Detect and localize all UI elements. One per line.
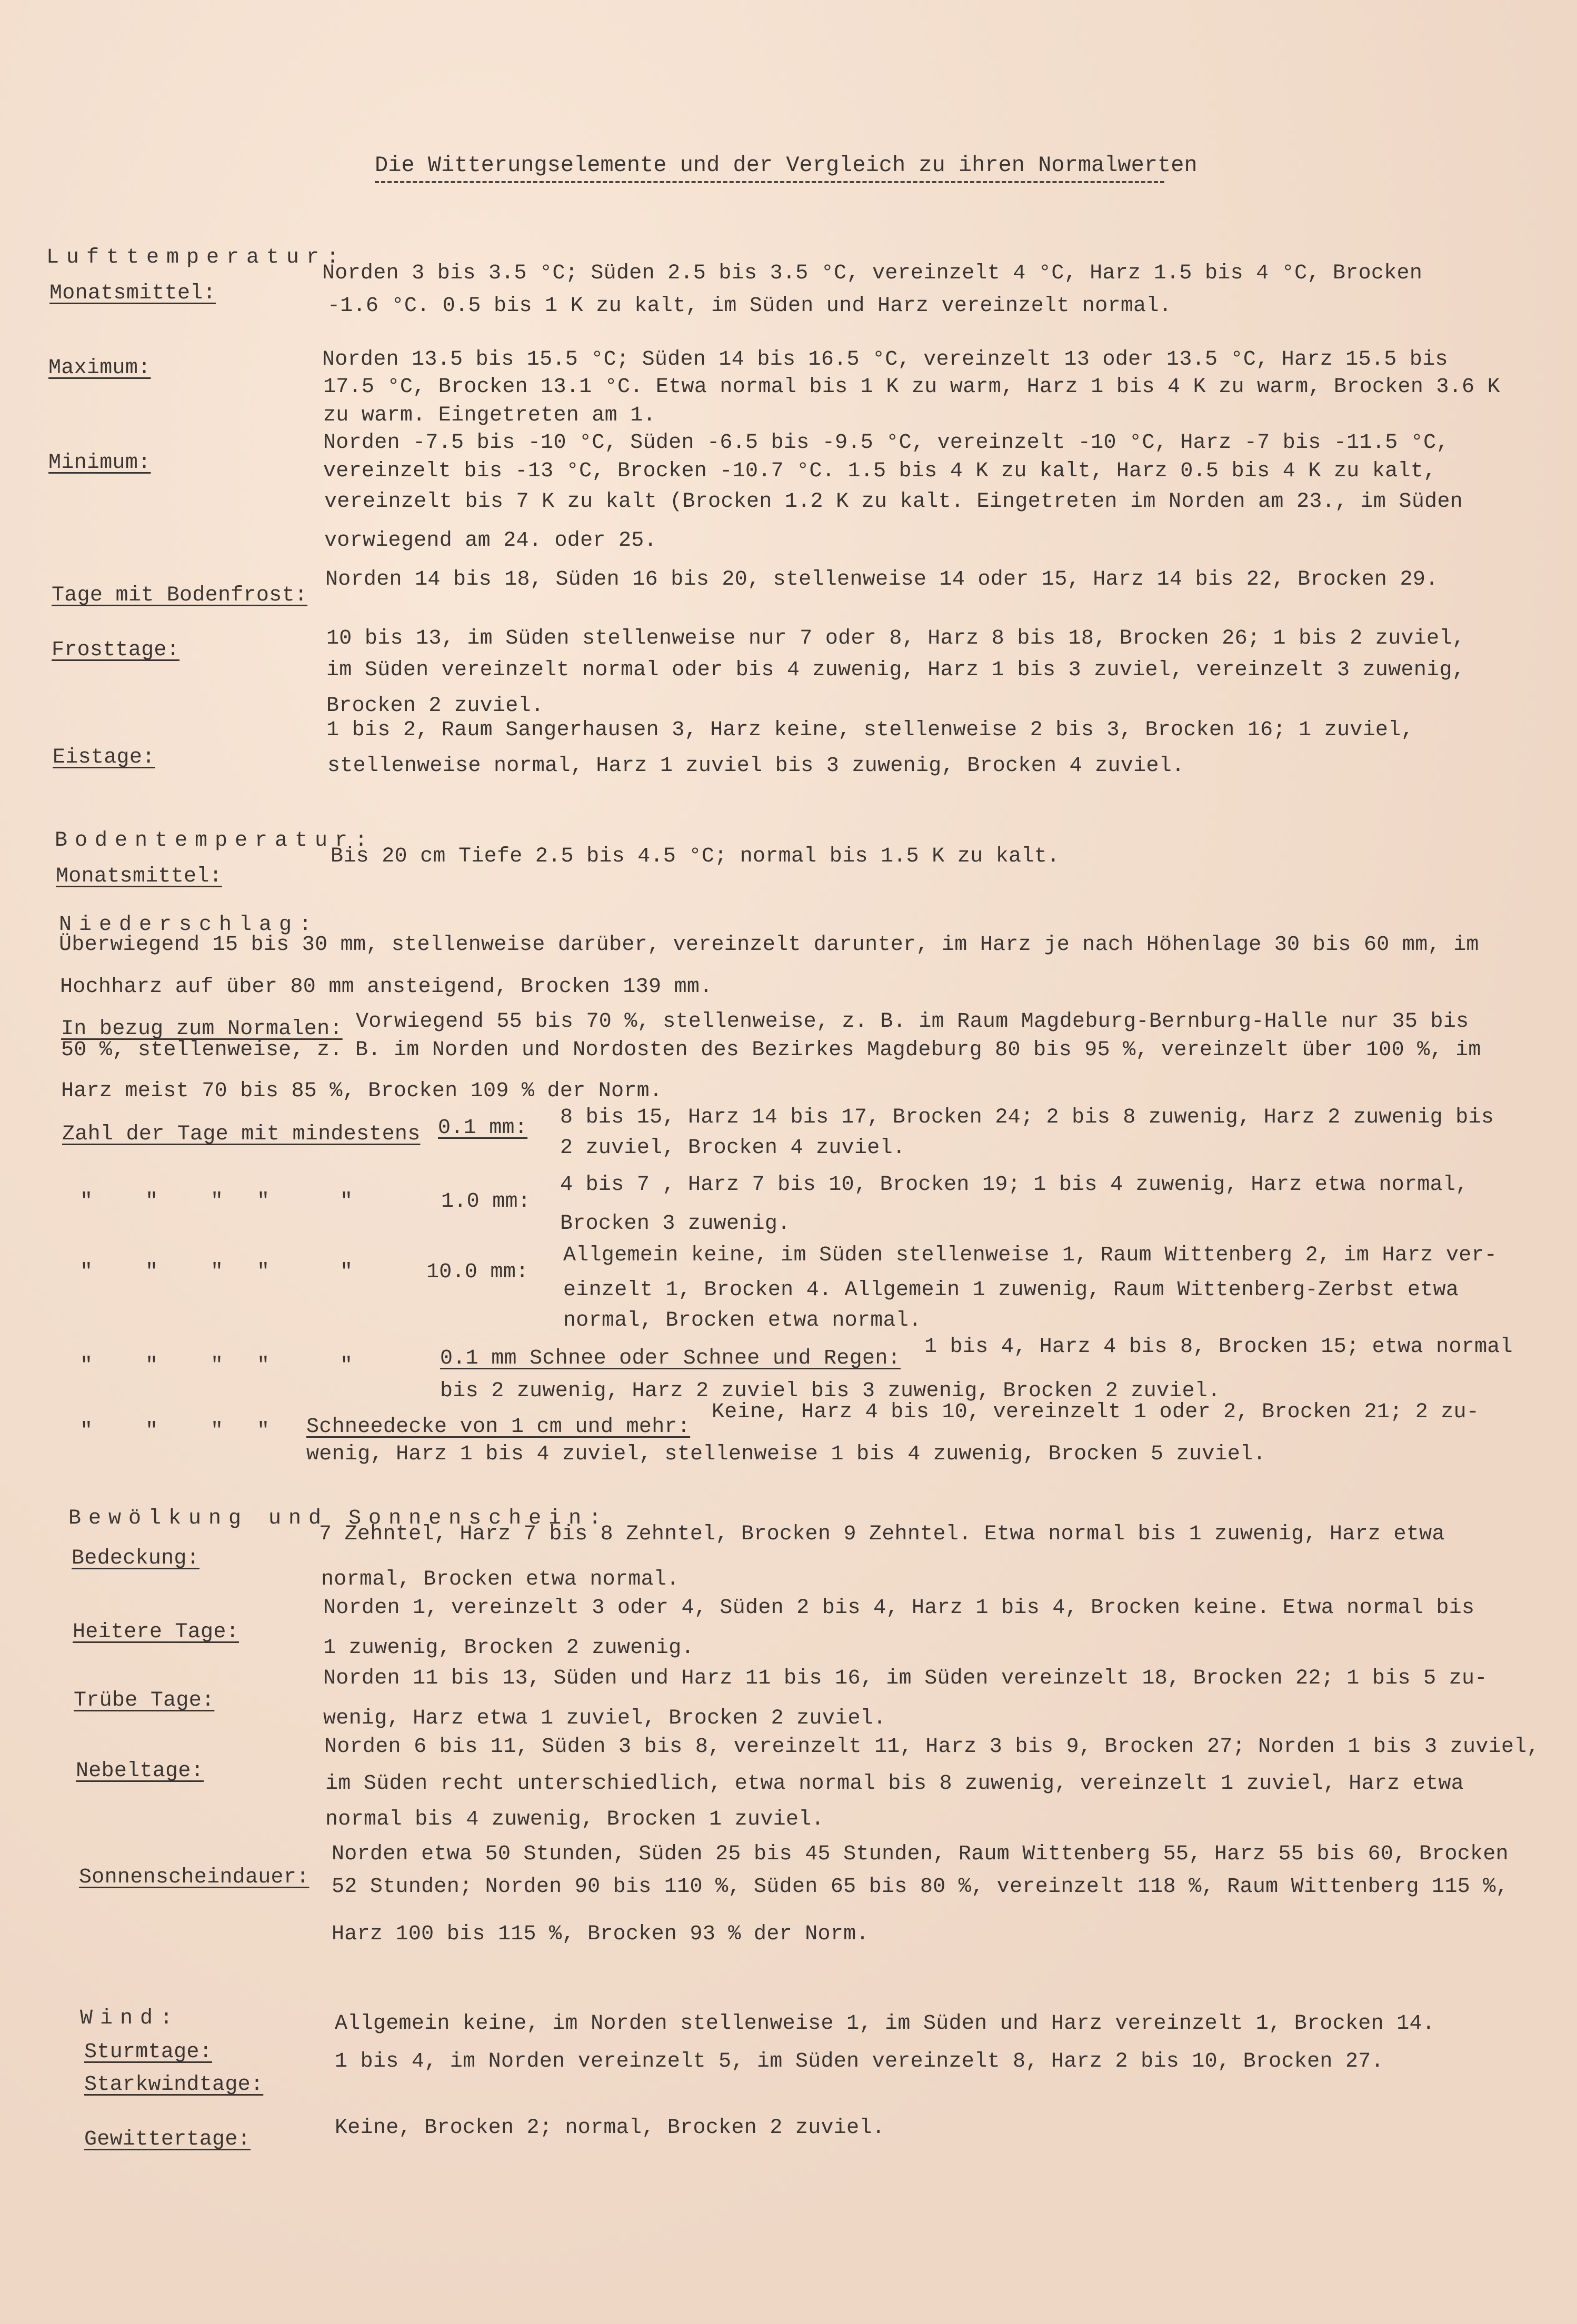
ditto-mark: " bbox=[257, 1190, 270, 1214]
text-line: stellenweise normal, Harz 1 zuviel bis 3 zuwenig, Brocken 4 zuviel. bbox=[327, 754, 1185, 778]
text-line: Harz meist 70 bis 85 %, Brocken 109 % der Norm. bbox=[61, 1079, 663, 1103]
text-line: Norden 1, vereinzelt 3 oder 4, Süden 2 bis 4, Harz 1 bis 4, Brocken keine. Etwa normal bis bbox=[323, 1596, 1475, 1620]
text-line: Norden 13.5 bis 15.5 °C; Süden 14 bis 16.5 °C, vereinzelt 13 oder 13.5 °C, Harz 15.5 bis bbox=[322, 348, 1448, 372]
label-monatsmittel: Monatsmittel: bbox=[49, 282, 216, 305]
ditto-mark: " bbox=[257, 1354, 270, 1378]
text-line: normal, Brocken etwa normal. bbox=[321, 1568, 680, 1591]
text-line: Allgemein keine, im Norden stellenweise 1, im Süden und Harz vereinzelt 1, Brocken 14. bbox=[335, 2012, 1435, 2036]
ditto-mark: " bbox=[145, 1190, 158, 1214]
label-boden-monatsmittel: Monatsmittel: bbox=[56, 865, 222, 888]
text-line: 1 zuwenig, Brocken 2 zuwenig. bbox=[323, 1636, 694, 1660]
text-line: normal, Brocken etwa normal. bbox=[563, 1309, 922, 1333]
ditto-mark: " bbox=[80, 1419, 93, 1443]
ditto-mark: " bbox=[211, 1419, 224, 1443]
text-line: Allgemein keine, im Süden stellenweise 1, Raum Wittenberg 2, im Harz ver- bbox=[563, 1244, 1498, 1267]
text-line: Bis 20 cm Tiefe 2.5 bis 4.5 °C; normal bis 1.5 K zu kalt. bbox=[331, 845, 1060, 868]
text-line: 2 zuviel, Brocken 4 zuviel. bbox=[560, 1136, 906, 1160]
text-line: im Süden vereinzelt normal oder bis 4 zuwenig, Harz 1 bis 3 zuviel, vereinzelt 3 zuwenig, bbox=[326, 658, 1465, 682]
text-line: Hochharz auf über 80 mm ansteigend, Brocken 139 mm. bbox=[60, 975, 713, 999]
text-line: Norden 14 bis 18, Süden 16 bis 20, stellenweise 14 oder 15, Harz 14 bis 22, Brocken 29. bbox=[325, 568, 1439, 592]
text-line: bis 2 zuwenig, Harz 2 zuviel bis 3 zuwenig, Brocken 2 zuviel. bbox=[440, 1379, 1221, 1403]
ditto-mark: " bbox=[340, 1260, 353, 1284]
label-tage-mindestens: Zahl der Tage mit mindestens bbox=[62, 1123, 421, 1146]
text-line: 1 bis 2, Raum Sangerhausen 3, Harz keine, stellenweise 2 bis 3, Brocken 16; 1 zuviel, bbox=[326, 718, 1414, 742]
text-line: Brocken 2 zuviel. bbox=[326, 694, 544, 718]
label-truebe-tage: Trübe Tage: bbox=[74, 1689, 215, 1712]
text-line: 4 bis 7 , Harz 7 bis 10, Brocken 19; 1 bis 4 zuwenig, Harz etwa normal, bbox=[560, 1173, 1469, 1197]
ditto-mark: " bbox=[80, 1354, 93, 1378]
label-bodenfrost: Tage mit Bodenfrost: bbox=[52, 584, 308, 607]
ditto-mark: " bbox=[145, 1260, 158, 1284]
text-line: Überwiegend 15 bis 30 mm, stellenweise darüber, vereinzelt darunter, im Harz je nach Höhenlage 30 bis 60 mm, im bbox=[59, 933, 1479, 957]
text-line: Norden 6 bis 11, Süden 3 bis 8, vereinzelt 11, Harz 3 bis 9, Brocken 27; Norden 1 bis 3 zuviel, bbox=[324, 1735, 1540, 1759]
amount-0-1-mm: 0.1 mm: bbox=[438, 1116, 528, 1140]
text-line: einzelt 1, Brocken 4. Allgemein 1 zuwenig, Raum Wittenberg-Zerbst etwa bbox=[563, 1278, 1459, 1302]
text-line: Norden 3 bis 3.5 °C; Süden 2.5 bis 3.5 °C, vereinzelt 4 °C, Harz 1.5 bis 4 °C, Brocken bbox=[322, 262, 1423, 285]
ditto-mark: " bbox=[80, 1260, 93, 1284]
text-line: 8 bis 15, Harz 14 bis 17, Brocken 24; 2 bis 8 zuwenig, Harz 2 zuwenig bis bbox=[560, 1106, 1494, 1129]
text-line: Norden -7.5 bis -10 °C, Süden -6.5 bis -9.5 °C, vereinzelt -10 °C, Harz -7 bis -11.5 °C, bbox=[323, 431, 1449, 455]
label-schneedecke: Schneedecke von 1 cm und mehr: bbox=[306, 1415, 691, 1439]
label-nebeltage: Nebeltage: bbox=[76, 1759, 204, 1783]
section-heading-lufttemperatur: Lufttemperatur: bbox=[46, 246, 347, 269]
page-title: Die Witterungselemente und der Vergleich zu ihren Normalwerten bbox=[375, 153, 1197, 178]
ditto-mark: " bbox=[340, 1354, 353, 1378]
text-line: 50 %, stellenweise, z. B. im Norden und Nordosten des Bezirkes Magdeburg 80 bis 95 %, vereinzelt über 100 %, im bbox=[61, 1038, 1481, 1062]
amount-1-0-mm: 1.0 mm: bbox=[441, 1190, 531, 1214]
text-line: Harz 100 bis 115 %, Brocken 93 % der Norm. bbox=[332, 1922, 869, 1946]
section-heading-bewoelkung: Bewölkung und Sonnenschein: bbox=[68, 1507, 609, 1530]
text-line: 10 bis 13, im Süden stellenweise nur 7 oder 8, Harz 8 bis 18, Brocken 26; 1 bis 2 zuviel, bbox=[326, 627, 1465, 650]
section-heading-niederschlag: Niederschlag: bbox=[59, 913, 320, 937]
text-line: Brocken 3 zuwenig. bbox=[560, 1212, 791, 1236]
text-line: vereinzelt bis 7 K zu kalt (Brocken 1.2 K zu kalt. Eingetreten im Norden am 23., im Süden bbox=[324, 490, 1463, 514]
title-underline bbox=[375, 181, 1164, 183]
label-sonnenscheindauer: Sonnenscheindauer: bbox=[79, 1866, 310, 1889]
text-line: normal bis 4 zuwenig, Brocken 1 zuviel. bbox=[325, 1808, 824, 1831]
ditto-mark: " bbox=[211, 1260, 224, 1284]
text-line: 7 Zehntel, Harz 7 bis 8 Zehntel, Brocken 9 Zehntel. Etwa normal bis 1 zuwenig, Harz etwa bbox=[319, 1522, 1445, 1546]
text-line: Norden 11 bis 13, Süden und Harz 11 bis 16, im Süden vereinzelt 18, Brocken 22; 1 bis 5 zu- bbox=[323, 1667, 1488, 1690]
text-line: 1 bis 4, Harz 4 bis 8, Brocken 15; etwa normal bbox=[924, 1335, 1513, 1359]
label-maximum: Maximum: bbox=[48, 356, 151, 380]
ditto-mark: " bbox=[145, 1354, 158, 1378]
text-line: 17.5 °C, Brocken 13.1 °C. Etwa normal bis 1 K zu warm, Harz 1 bis 4 K zu warm, Brocken 3.6 K bbox=[323, 375, 1500, 399]
label-minimum: Minimum: bbox=[48, 451, 151, 475]
ditto-mark: " bbox=[340, 1190, 353, 1214]
label-eistage: Eistage: bbox=[53, 746, 155, 769]
text-line: Keine, Brocken 2; normal, Brocken 2 zuviel. bbox=[335, 2116, 885, 2140]
ditto-mark: " bbox=[211, 1354, 224, 1378]
text-line: 1 bis 4, im Norden vereinzelt 5, im Süden vereinzelt 8, Harz 2 bis 10, Brocken 27. bbox=[335, 2050, 1384, 2073]
label-bezug-normal: In bezug zum Normalen: bbox=[61, 1017, 343, 1041]
text-line: wenig, Harz etwa 1 zuviel, Brocken 2 zuviel. bbox=[323, 1707, 886, 1730]
label-heitere-tage: Heitere Tage: bbox=[73, 1620, 239, 1644]
text-line: im Süden recht unterschiedlich, etwa normal bis 8 zuwenig, vereinzelt 1 zuviel, Harz etwa bbox=[325, 1772, 1464, 1796]
text-line: -1.6 °C. 0.5 bis 1 K zu kalt, im Süden und Harz vereinzelt normal. bbox=[327, 294, 1172, 318]
label-starkwindtage: Starkwindtage: bbox=[84, 2073, 264, 2097]
text-line: vereinzelt bis -13 °C, Brocken -10.7 °C. 1.5 bis 4 K zu kalt, Harz 0.5 bis 4 K zu kalt, bbox=[323, 459, 1436, 483]
label-gewittertage: Gewittertage: bbox=[84, 2128, 251, 2151]
ditto-mark: " bbox=[145, 1419, 158, 1443]
label-frosttage: Frosttage: bbox=[52, 638, 180, 662]
label-bedeckung: Bedeckung: bbox=[72, 1547, 200, 1570]
text-line: Keine, Harz 4 bis 10, vereinzelt 1 oder 2, Brocken 21; 2 zu- bbox=[712, 1400, 1480, 1424]
text-line: Norden etwa 50 Stunden, Süden 25 bis 45 Stunden, Raum Wittenberg 55, Harz 55 bis 60, Brocken bbox=[332, 1842, 1509, 1866]
label-schnee-regen: 0.1 mm Schnee oder Schnee und Regen: bbox=[440, 1347, 901, 1370]
text-line: 52 Stunden; Norden 90 bis 110 %, Süden 65 bis 80 %, vereinzelt 118 %, Raum Wittenberg 115 %, bbox=[332, 1875, 1509, 1899]
ditto-mark: " bbox=[80, 1190, 93, 1214]
text-line: vorwiegend am 24. oder 25. bbox=[324, 529, 657, 553]
section-heading-wind: Wind: bbox=[80, 2007, 181, 2030]
text-line: Vorwiegend 55 bis 70 %, stellenweise, z. B. im Raum Magdeburg-Bernburg-Halle nur 35 bis bbox=[356, 1010, 1469, 1034]
amount-10-0-mm: 10.0 mm: bbox=[426, 1260, 529, 1284]
ditto-mark: " bbox=[257, 1419, 270, 1443]
ditto-mark: " bbox=[257, 1260, 270, 1284]
label-sturmtage: Sturmtage: bbox=[84, 2040, 213, 2064]
text-line: wenig, Harz 1 bis 4 zuviel, stellenweise 1 bis 4 zuwenig, Brocken 5 zuviel. bbox=[306, 1443, 1266, 1466]
section-heading-bodentemperatur: Bodentemperatur: bbox=[55, 829, 375, 853]
ditto-mark: " bbox=[211, 1190, 224, 1214]
text-line: zu warm. Eingetreten am 1. bbox=[323, 404, 656, 427]
